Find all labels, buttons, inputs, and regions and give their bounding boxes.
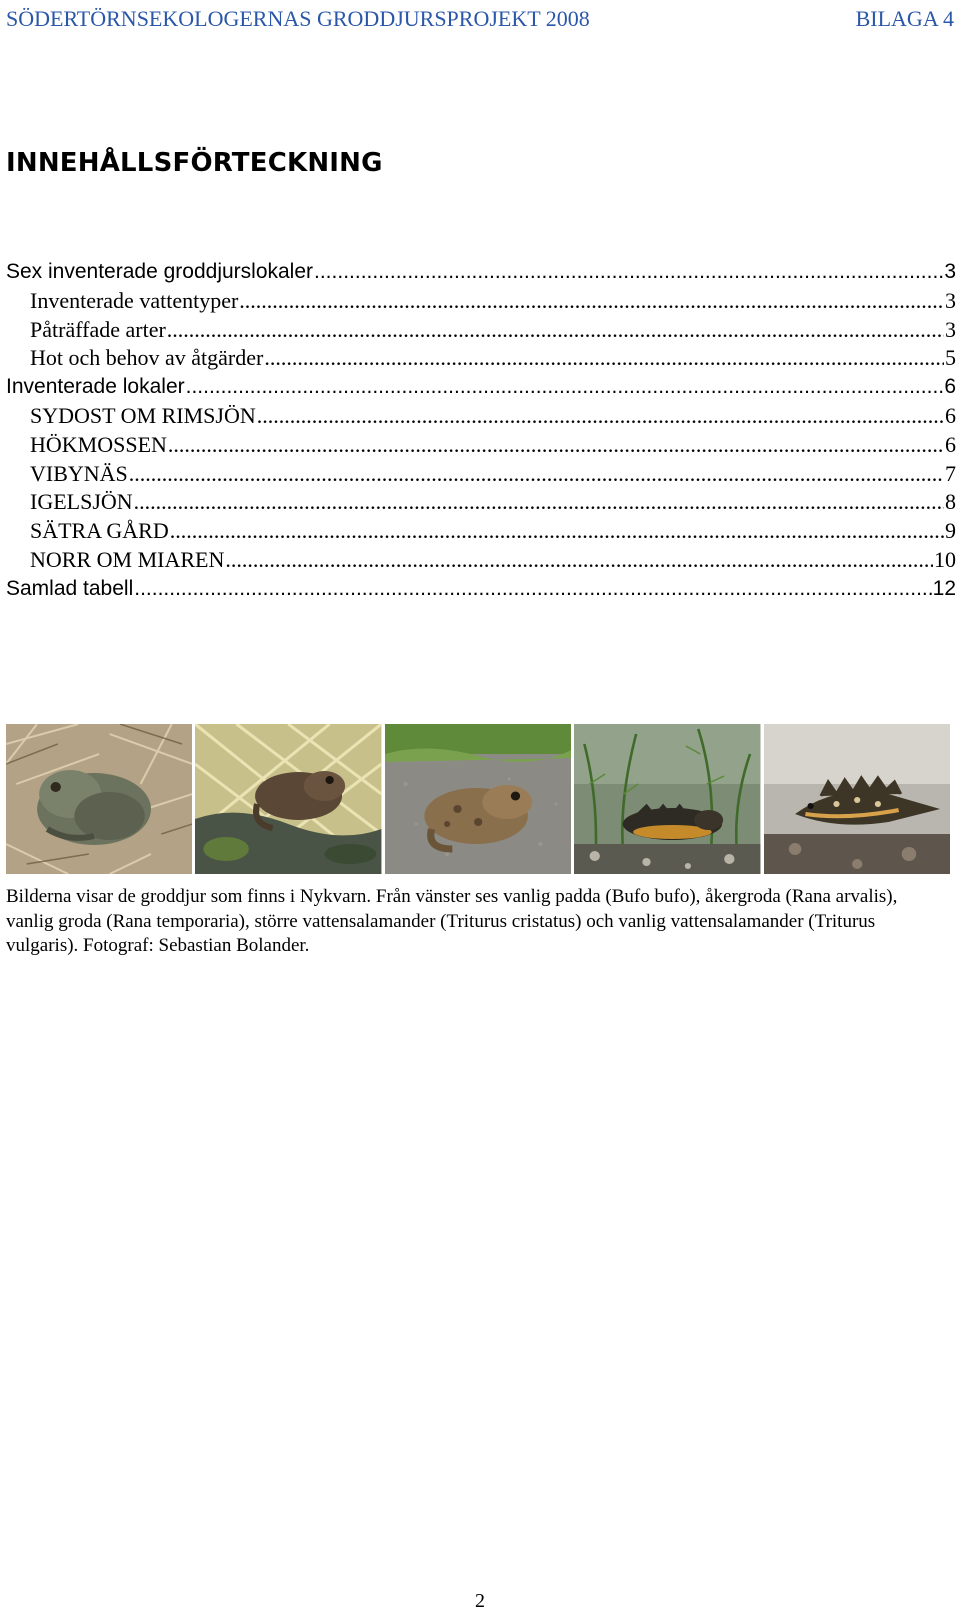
photo-caption: Bilderna visar de groddjur som finns i Nykvarn. Från vänster ses vanlig padda (Bufo bufo), åkergroda (Rana arvalis), vanlig groda (Rana temporaria), större vattensalamander (Triturus cristatus) och vanlig vattensalamander (Triturus vulgaris). Fotograf: Sebastian Bolander. (6, 886, 898, 956)
photo-moor-frog (195, 724, 381, 874)
toc-entry[interactable]: Påträffade arter ..... 3 (6, 316, 956, 345)
toc-entry[interactable]: Samlad tabell ..... 12 (6, 575, 956, 604)
photo-smooth-newt (764, 724, 950, 874)
toc-entry[interactable]: Inventerade lokaler ..... 6 (6, 373, 956, 402)
toc-entry[interactable]: IGELSJÖN ..... 8 (6, 488, 956, 517)
page-number: 2 (475, 1590, 485, 1612)
toc-entry[interactable]: Sex inventerade groddjurslokaler ..... 3 (6, 258, 956, 287)
photo-common-toad (6, 724, 192, 874)
toc-entry[interactable]: Hot och behov av åtgärder ..... 5 (6, 344, 956, 373)
photo-great-crested-newt (574, 724, 760, 874)
toc-entry[interactable]: NORR OM MIAREN ..... 10 (6, 546, 956, 575)
table-of-contents (6, 258, 956, 604)
page-header (6, 4, 954, 34)
amphibian-photo-strip (6, 724, 950, 874)
toc-entry[interactable]: SÄTRA GÅRD ..... 9 (6, 517, 956, 546)
photo-common-frog (385, 724, 571, 874)
header-project-title: SÖDERTÖRNSEKOLOGERNAS GRODDJURSPROJEKT 2008 (6, 6, 590, 31)
toc-entry[interactable]: VIBYNÄS ..... 7 (6, 460, 956, 489)
toc-title: INNEHÅLLSFÖRTECKNING (6, 148, 383, 178)
toc-entry[interactable]: Inventerade vattentyper ..... 3 (6, 287, 956, 316)
header-appendix-label: BILAGA 4 (855, 6, 954, 31)
toc-entry[interactable]: SYDOST OM RIMSJÖN ..... 6 (6, 402, 956, 431)
toc-entry[interactable]: HÖKMOSSEN ..... 6 (6, 431, 956, 460)
